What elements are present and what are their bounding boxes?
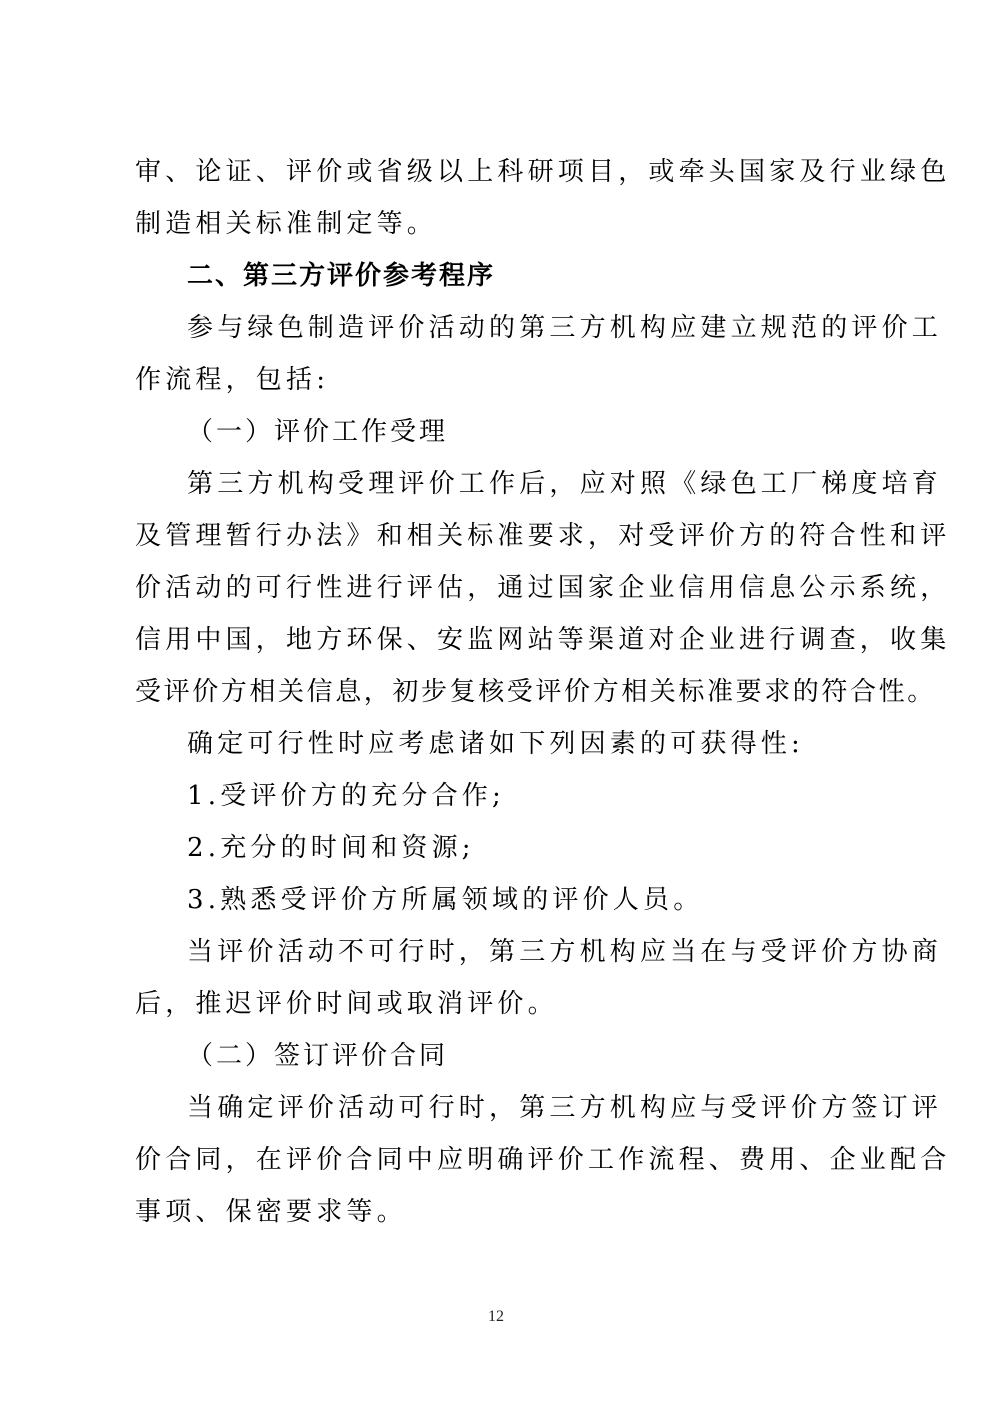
body-text-line: 事项、保密要求等。 — [135, 1197, 407, 1227]
body-text-line: 制造相关标准制定等。 — [135, 209, 438, 239]
page-number: 12 — [488, 1308, 504, 1325]
subsection-heading: （一）评价工作受理 — [187, 417, 449, 447]
body-text-line: 后，推迟评价时间或取消评价。 — [135, 989, 558, 1019]
body-text-line: 确定可行性时应考虑诸如下列因素的可获得性: — [187, 729, 804, 759]
body-text-line: 受评价方相关信息，初步复核受评价方相关标准要求的符合性。 — [135, 677, 936, 707]
body-text-line: 第三方机构受理评价工作后，应对照《绿色工厂梯度培育 — [187, 469, 943, 499]
body-text-line: 当评价活动不可行时，第三方机构应当在与受评价方协商 — [187, 937, 943, 967]
list-item: 3.熟悉受评价方所属领域的评价人员。 — [187, 885, 704, 915]
list-item: 1.受评价方的充分合作; — [187, 781, 505, 811]
subsection-heading: （二）签订评价合同 — [187, 1041, 449, 1071]
body-text-line: 当确定评价活动可行时，第三方机构应与受评价方签订评 — [187, 1093, 943, 1123]
list-item: 2.充分的时间和资源; — [187, 833, 475, 863]
body-text-line: 作流程，包括: — [135, 365, 330, 395]
section-heading: 二、第三方评价参考程序 — [187, 261, 496, 291]
body-text-line: 参与绿色制造评价活动的第三方机构应建立规范的评价工 — [187, 313, 943, 343]
body-text-line: 价合同，在评价合同中应明确评价工作流程、费用、企业配合 — [135, 1145, 951, 1175]
body-text-line: 及管理暂行办法》和相关标准要求，对受评价方的符合性和评 — [135, 521, 951, 551]
body-text-line: 价活动的可行性进行评估，通过国家企业信用信息公示系统， — [135, 573, 951, 603]
body-text-line: 审、论证、评价或省级以上科研项目，或牵头国家及行业绿色 — [135, 157, 951, 187]
body-text-line: 信用中国，地方环保、安监网站等渠道对企业进行调查，收集 — [135, 625, 951, 655]
